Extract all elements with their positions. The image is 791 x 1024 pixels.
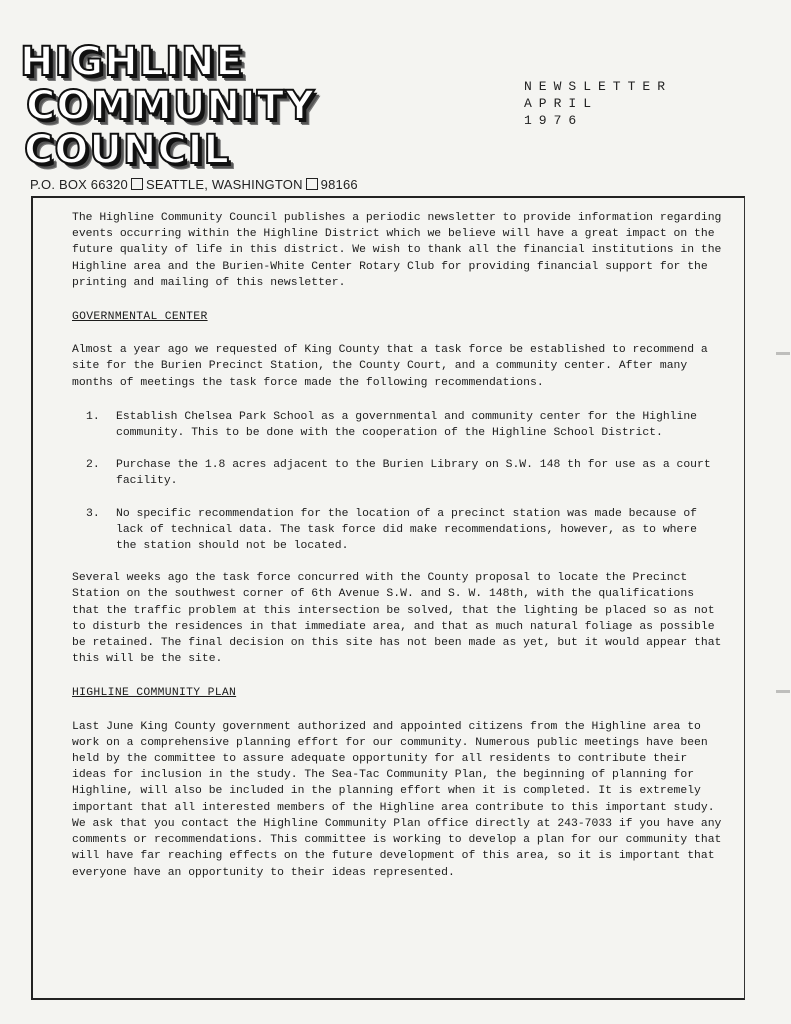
- address-city: SEATTLE, WASHINGTON: [145, 177, 303, 192]
- section-heading-community-plan: HIGHLINE COMMUNITY PLAN: [72, 687, 237, 700]
- list-item-text: Establish Chelsea Park School as a governmental and community center for the Highline community. This to be done with the cooperation of the Highline School District.: [116, 410, 698, 440]
- list-item: [72, 506, 722, 555]
- council-logo: [20, 40, 340, 172]
- issue-year: 1976: [524, 113, 584, 128]
- newsletter-body: [72, 210, 722, 899]
- list-item-text: No specific recommendation for the location of a precinct station was made because of lack of technical data. The task force did make recommendations, however, as to where the station should not be located.: [116, 507, 698, 553]
- community-plan-paragraph: Last June King County government authorized and appointed citizens from the Highline area to work on a comprehensive planning effort for our community. Numerous public meetings have been held by the committee to assure adequate opportunity for all residents to contribute their ideas for inclusion in the study. The Sea-Tac Community Plan, the beginning of planning for Highline, will also be included in the planning effort when it is completed. It is extremely important that all interested members of the Highline area contribute to this important study. We ask that you contact the Highline Community Plan office directly at 243-7033 if you have any comments or recommendations. This committee is working to develop a plan for our community that will have far reaching effects on the future development of this area, so it is important that everyone have an opportunity to their ideas represented.: [72, 720, 722, 879]
- logo-line-council: COUNCIL: [24, 127, 231, 173]
- address-po-box: P.O. BOX 66320: [30, 177, 128, 192]
- newsletter-label: NEWSLETTER: [524, 79, 673, 94]
- scan-artifact-mark: [776, 352, 790, 355]
- list-item-number: 3.: [86, 507, 100, 520]
- address-zip: 98166: [320, 177, 358, 192]
- list-item: [72, 457, 722, 489]
- section-heading-governmental-center: GOVERNMENTAL CENTER: [72, 311, 208, 324]
- list-item-text: Purchase the 1.8 acres adjacent to the Burien Library on S.W. 148 th for use as a court facility.: [116, 459, 711, 488]
- logo-line-highline: HIGHLINE: [20, 39, 244, 85]
- list-item-number: 1.: [86, 410, 100, 423]
- list-item-number: 2.: [86, 459, 100, 472]
- governmental-center-paragraph-1: Almost a year ago we requested of King County that a task force be established to recommend a site for the Burien Precinct Station, the County Court, and a community center. After many months of meetings the task force made the following recommendations.: [72, 344, 708, 389]
- scan-artifact-mark: [776, 690, 790, 693]
- recommendations-list: [72, 409, 722, 554]
- address-separator-box: [131, 178, 143, 190]
- address-separator-box: [306, 178, 318, 190]
- mailing-address: [30, 177, 358, 192]
- logo-line-community: COMMUNITY: [26, 83, 316, 129]
- issue-month: APRIL: [524, 96, 599, 111]
- list-item: [72, 409, 722, 441]
- governmental-center-paragraph-2: Several weeks ago the task force concurred with the County proposal to locate the Precinct Station on the southwest corner of 6th Avenue S.W. and S. W. 148th, with the qualifications that the traffic problem at this intersection be solved, that the lighting be placed so as not to disturb the residences in that immediate area, and that as much natural foliage as possible be retained. The final decision on this site has not been made as yet, but it would appear that this will be the site.: [72, 572, 722, 666]
- intro-paragraph: The Highline Community Council publishes a periodic newsletter to provide information regarding events occurring within the Highline District which we believe will have a great impact on the future quality of life in this district. We wish to thank all the financial institutions in the Highline area and the Burien-White Center Rotary Club for providing financial support for the printing and mailing of this newsletter.: [72, 212, 722, 289]
- issue-info: [524, 78, 672, 129]
